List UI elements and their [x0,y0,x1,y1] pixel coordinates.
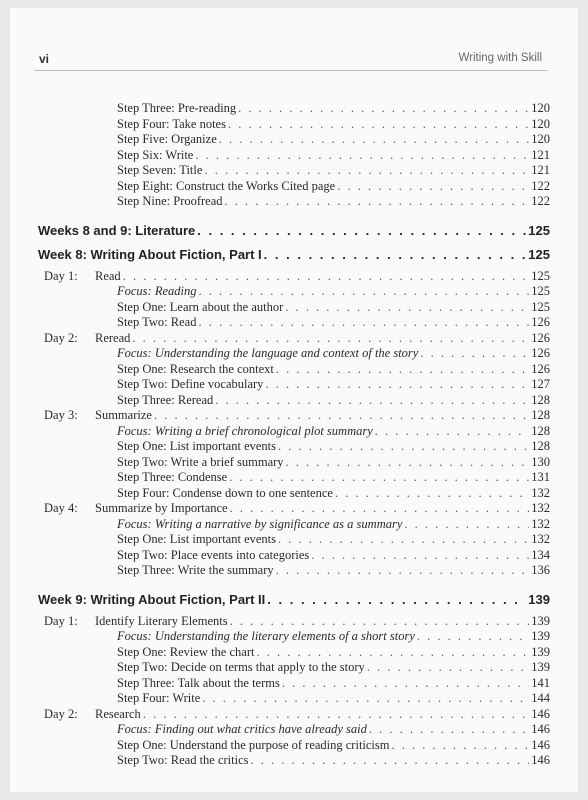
toc-page-number: 139 [531,629,550,643]
toc-entry-label: Focus: Understanding the literary elements of a short story [117,629,415,643]
toc-entry-label: Step Four: Condense down to one sentence [117,485,333,500]
toc-entry-step [117,361,550,377]
dot-leader [375,423,529,439]
dot-leader [286,454,530,470]
toc-page-number: 127 [531,377,550,391]
toc-entry-focus [117,283,550,299]
dot-leader [282,675,529,691]
toc-page-number: 126 [531,346,550,360]
toc-day-title: Summarize [95,408,152,422]
toc-page-number: 121 [531,163,550,177]
dot-leader [123,268,530,284]
toc-entry-step [117,531,550,547]
toc-entry-label: Step Five: Organize [117,132,217,146]
toc-entry-step [117,100,550,116]
toc-page-number: 128 [531,392,550,407]
dot-leader [335,485,529,501]
toc-entry-focus [117,345,550,361]
dot-leader [199,283,530,299]
toc-day-number: Day 1: [44,268,78,283]
toc-page-number: 146 [531,722,550,736]
toc-page-number: 128 [531,423,550,438]
toc-entry-step [117,562,550,578]
toc-entry-day [44,706,550,722]
toc-entry-label [44,613,228,629]
toc-day-title: Identify Literary Elements [95,613,228,628]
page-header [10,8,578,68]
dot-leader [143,706,529,722]
dot-leader [256,644,529,660]
toc-entry-step [117,675,550,691]
toc-entry-step [117,469,550,485]
toc-entry-focus [117,516,550,532]
toc-entry-focus [117,628,550,644]
toc-entry-day [44,330,550,346]
toc-page-number: 125 [528,246,550,262]
toc-entry-step [117,485,550,501]
toc-entry-label: Focus: Writing a brief chronological plot summary [117,423,373,438]
page-number: vi [39,52,50,66]
toc-entry-label: Focus: Understanding the language and context of the story [117,346,419,360]
dot-leader [230,500,530,516]
dot-leader [251,752,530,768]
dot-leader [337,178,529,194]
dot-leader [219,131,530,147]
book-page [10,8,578,792]
toc-entry-label: Step Two: Decide on terms that apply to the story [117,660,365,674]
toc-page-number: 139 [531,660,550,674]
toc-entry-label [44,407,152,423]
dot-leader [229,469,529,485]
toc-page-number: 120 [531,132,550,146]
toc-page-number: 144 [531,691,550,705]
dot-leader [225,193,530,209]
toc-page-number: 132 [531,501,550,515]
toc-entry-label: Step Three: Talk about the terms [117,675,280,690]
dot-leader [392,737,530,753]
toc-entry-week [38,223,550,239]
toc-page-number: 126 [531,361,550,376]
toc-page-number: 139 [528,591,550,607]
toc-entry-day [44,500,550,516]
dot-leader [285,299,529,315]
toc-page-number: 120 [531,116,550,131]
dot-leader [404,516,529,532]
dot-leader [202,690,529,706]
toc-entry-label: Step Two: Define vocabulary [117,377,264,391]
dot-leader [215,392,529,408]
toc-page-number: 128 [531,439,550,453]
toc-entry-label [44,706,141,722]
toc-page-number: 132 [531,485,550,500]
toc-entry-step [117,178,550,194]
toc-day-title: Read [95,268,121,283]
toc-entry-label: Weeks 8 and 9: Literature [38,222,196,238]
dot-leader [154,407,529,423]
toc-entry-label [44,268,121,284]
toc-entry-label: Focus: Reading [117,284,197,298]
toc-page-number: 136 [531,563,550,577]
dot-leader [276,562,530,578]
toc-entry-label: Step Two: Write a brief summary [117,454,284,469]
toc-entry-label: Step One: Learn about the author [117,299,284,314]
toc-page-number: 139 [531,644,550,659]
dot-leader [132,330,529,346]
dot-leader [278,531,529,547]
toc-entry-step [117,193,550,209]
toc-entry-step [117,690,550,706]
toc-entry-step [117,659,550,675]
toc-entry-step [117,299,550,315]
toc-entry-label: Step One: Research the context [117,361,274,376]
toc-page-number: 126 [531,330,550,345]
toc-entry-label [44,500,228,516]
toc-entry-label: Step Four: Write [117,691,201,705]
dot-leader [238,100,529,116]
toc-entry-label: Step Two: Place events into categories [117,547,310,562]
toc-day-number: Day 2: [44,706,78,721]
toc-entry-day [44,613,550,629]
toc-page-number: 130 [531,454,550,469]
toc-entry-step [117,147,550,163]
toc-entry-step [117,131,550,147]
toc-page-number: 131 [531,470,550,484]
toc-page-number: 125 [531,299,550,314]
toc-entry-step [117,737,550,753]
toc-entry-day [44,407,550,423]
toc-entry-label: Step Four: Take notes [117,116,226,131]
toc-page-number: 146 [531,753,550,767]
toc-entry-label: Week 9: Writing About Fiction, Part II [38,591,266,607]
toc-entry-step [117,752,550,768]
header-rule [34,70,548,71]
running-title: Writing with Skill [458,52,542,64]
toc-page-number: 122 [531,178,550,193]
toc-page-number: 128 [531,408,550,422]
toc-entry-week [38,592,550,608]
dot-leader [367,659,529,675]
toc-day-number: Day 2: [44,330,78,345]
toc-day-number: Day 3: [44,408,78,422]
dot-leader [197,223,526,239]
dot-leader [264,247,527,263]
toc-entry-label: Step Three: Pre-reading [117,101,237,115]
toc-entry-label: Focus: Finding out what critics have already said [117,722,367,736]
dot-leader [420,345,529,361]
dot-leader [278,438,529,454]
toc-entry-step [117,376,550,392]
dot-leader [267,592,526,608]
toc-page-number: 120 [531,101,550,115]
toc-entry-label [44,330,130,346]
toc-page-number: 146 [531,737,550,752]
toc-page-number: 121 [531,147,550,162]
toc-entry-label: Focus: Writing a narrative by significance as a summary [117,516,403,531]
toc-entry-day [44,268,550,284]
toc-page-number: 146 [531,706,550,721]
toc-entry-step [117,644,550,660]
dot-leader [369,721,529,737]
dot-leader [228,116,529,132]
toc-entry-step [117,547,550,563]
toc-entry-label: Step Three: Write the summary [117,563,274,577]
toc-entry-focus [117,721,550,737]
dot-leader [311,547,529,563]
toc-page-number: 132 [531,532,550,546]
toc-entry-label: Step Two: Read [117,315,197,329]
toc-entry-label: Step Eight: Construct the Works Cited page [117,178,336,193]
toc-page-number: 125 [531,284,550,298]
toc-entry-label: Step Nine: Proofread [117,194,223,208]
toc-entry-label: Step Three: Reread [117,392,214,407]
toc-entry-label: Step Seven: Title [117,163,203,177]
toc-entry-label: Step Three: Condense [117,470,228,484]
dot-leader [230,613,530,629]
toc-entry-label: Step Six: Write [117,147,194,162]
toc-day-number: Day 4: [44,501,78,515]
toc-day-title: Summarize by Importance [95,501,228,515]
toc-page-number: 139 [531,613,550,628]
toc-entry-step [117,116,550,132]
toc-entry-step [117,392,550,408]
toc-entry-label: Step One: List important events [117,532,277,546]
toc-entry-label: Step One: Understand the purpose of reading criticism [117,737,390,752]
toc-entry-step [117,454,550,470]
toc-page-number: 132 [531,516,550,531]
dot-leader [276,361,529,377]
dot-leader [265,376,529,392]
dot-leader [417,628,529,644]
toc-page-number: 122 [531,194,550,208]
toc-entry-label: Week 8: Writing About Fiction, Part I [38,246,262,262]
toc-entry-focus [117,423,550,439]
toc-page-number: 125 [531,268,550,283]
toc-day-number: Day 1: [44,613,78,628]
dot-leader [204,162,529,178]
toc-entry-week [38,247,550,263]
toc-page-number: 141 [531,675,550,690]
toc-entry-step [117,438,550,454]
toc-entry-label: Step One: List important events [117,439,277,453]
toc-entry-label: Step Two: Read the critics [117,753,249,767]
dot-leader [198,314,529,330]
toc-page-number: 134 [531,547,550,562]
toc-entry-label: Step One: Review the chart [117,644,255,659]
toc-day-title: Reread [95,330,131,345]
toc-entry-step [117,314,550,330]
toc-page-number: 126 [531,315,550,329]
toc-day-title: Research [95,706,141,721]
toc-page-number: 125 [528,222,550,238]
toc-entry-step [117,162,550,178]
dot-leader [195,147,529,163]
